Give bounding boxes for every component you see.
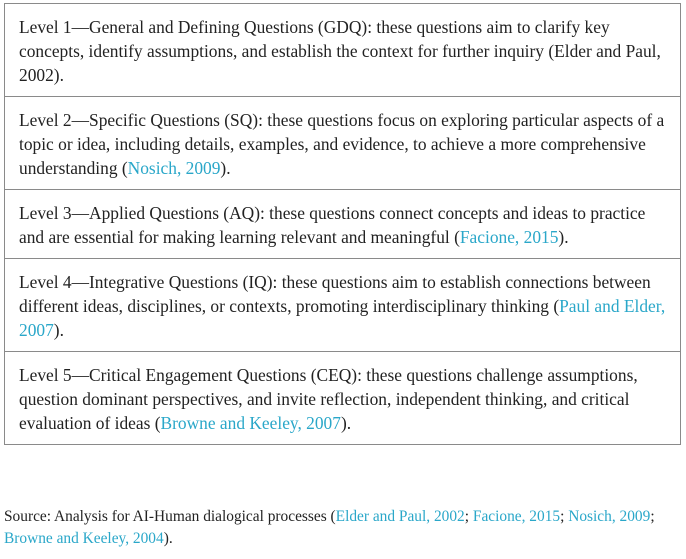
source-suffix: ). — [163, 530, 173, 547]
source-separator: ; — [560, 508, 569, 525]
citation-link[interactable]: Facione, 2015 — [459, 227, 559, 247]
source-separator: ; — [464, 508, 473, 525]
source-prefix: Source: Analysis for AI-Human dialogical processes ( — [4, 508, 336, 525]
level-5-text: Level 5—Critical Engagement Questions (CEQ): these questions challenge assumptions, question dominant perspectives, and invite reflection, independent thinking, and critical evaluation of ideas ( — [19, 365, 638, 433]
level-3-cell — [5, 190, 681, 259]
level-3-text: Level 3—Applied Questions (AQ): these questions connect concepts and ideas to practice and are essential for making learning relevant and meaningful ( — [19, 203, 646, 247]
citation-link[interactable]: Paul and Elder, 2007 — [19, 296, 666, 340]
table-row — [5, 4, 681, 97]
level-4-closing: ). — [53, 320, 64, 340]
level-5-cell — [5, 352, 681, 445]
source-note — [4, 506, 684, 550]
citation-link[interactable]: Browne and Keeley, 2007 — [160, 413, 341, 433]
source-citation-link[interactable]: Nosich, 2009 — [568, 508, 651, 525]
citation-link[interactable]: Nosich, 2009 — [127, 158, 221, 178]
level-2-cell — [5, 97, 681, 190]
level-1-text: Level 1—General and Defining Questions (GDQ): these questions aim to clarify key concepts, identify assumptions, and establish the context for further inquiry (Elder and Paul, 2002). — [19, 17, 661, 85]
level-2-text: Level 2—Specific Questions (SQ): these questions focus on exploring particular aspects of a topic or idea, including details, examples, and evidence, to achieve a more comprehensive understanding ( — [19, 110, 665, 178]
level-5-closing: ). — [340, 413, 352, 433]
source-citation-link[interactable]: Facione, 2015 — [472, 508, 561, 525]
table-row — [5, 190, 681, 259]
level-4-text: Level 4—Integrative Questions (IQ): these questions aim to establish connections between different ideas, disciplines, or contexts, promoting interdisciplinary thinking ( — [19, 272, 651, 316]
source-citation-link[interactable]: Browne and Keeley, 2004 — [4, 530, 164, 547]
table-row — [5, 259, 681, 352]
level-3-closing: ). — [558, 227, 569, 247]
level-2-closing: ). — [220, 158, 231, 178]
table-row — [5, 352, 681, 445]
question-levels-table — [4, 3, 681, 445]
level-4-cell — [5, 259, 681, 352]
level-1-cell — [5, 4, 681, 97]
source-separator: ; — [650, 508, 655, 525]
table-row — [5, 97, 681, 190]
source-citation-link[interactable]: Elder and Paul, 2002 — [335, 508, 465, 525]
